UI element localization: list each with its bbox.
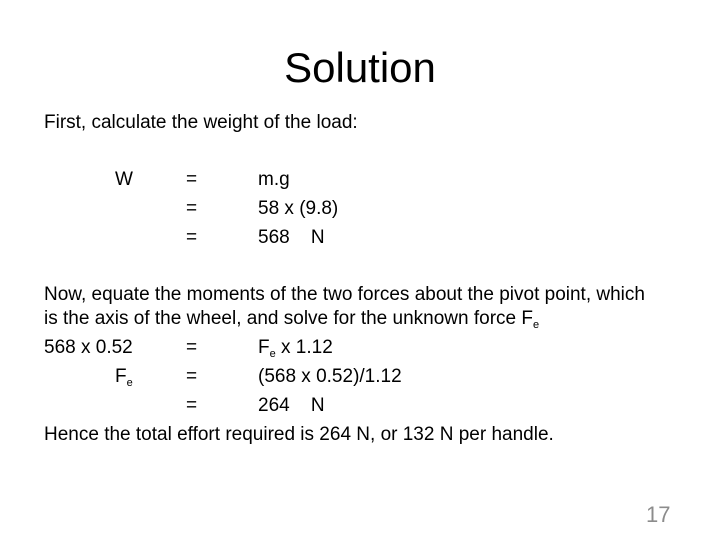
weight-expression-1: m.g (258, 169, 290, 190)
moment-row-3-rhs: 264 N (258, 395, 325, 416)
weight-expression-2: 58 x (9.8) (258, 198, 339, 219)
moment-row-1-rhs-subscript: e (269, 348, 276, 360)
moment-row-1-rhs-rest: x 1.12 (275, 337, 333, 358)
conclusion-text: Hence the total effort required is 264 N, or 132 N per handle. (44, 424, 554, 445)
moment-row-2-equals: = (186, 366, 198, 387)
moment-row-3-equals: = (186, 395, 198, 416)
moment-row-1-equals: = (186, 337, 198, 358)
weight-expression-3: 568 N (258, 227, 325, 248)
moment-row-2-lhs (115, 365, 133, 391)
moment-row-2-lhs-subscript: e (126, 377, 133, 389)
page-number: 17 (646, 502, 671, 527)
moment-row-1-rhs-main: F (258, 337, 270, 358)
slide-title: Solution (284, 44, 436, 91)
intro-text: First, calculate the weight of the load: (44, 112, 358, 133)
moment-row-2-lhs-main: F (115, 366, 127, 387)
weight-equals-2: = (186, 198, 198, 219)
moment-row-1-lhs: 568 x 0.52 (44, 337, 133, 358)
moments-text-line-1: Now, equate the moments of the two forces about the pivot point, which (44, 284, 645, 305)
weight-symbol: W (115, 169, 133, 190)
moment-row-2-rhs: (568 x 0.52)/1.12 (258, 366, 402, 387)
weight-equals-1: = (186, 169, 198, 190)
weight-equals-3: = (186, 227, 198, 248)
moments-text-line-2 (44, 307, 539, 333)
moments-text-line-2-main: is the axis of the wheel, and solve for the unknown force F (44, 308, 533, 329)
moments-text-line-2-subscript: e (533, 319, 540, 331)
moment-row-1-rhs (258, 336, 333, 362)
